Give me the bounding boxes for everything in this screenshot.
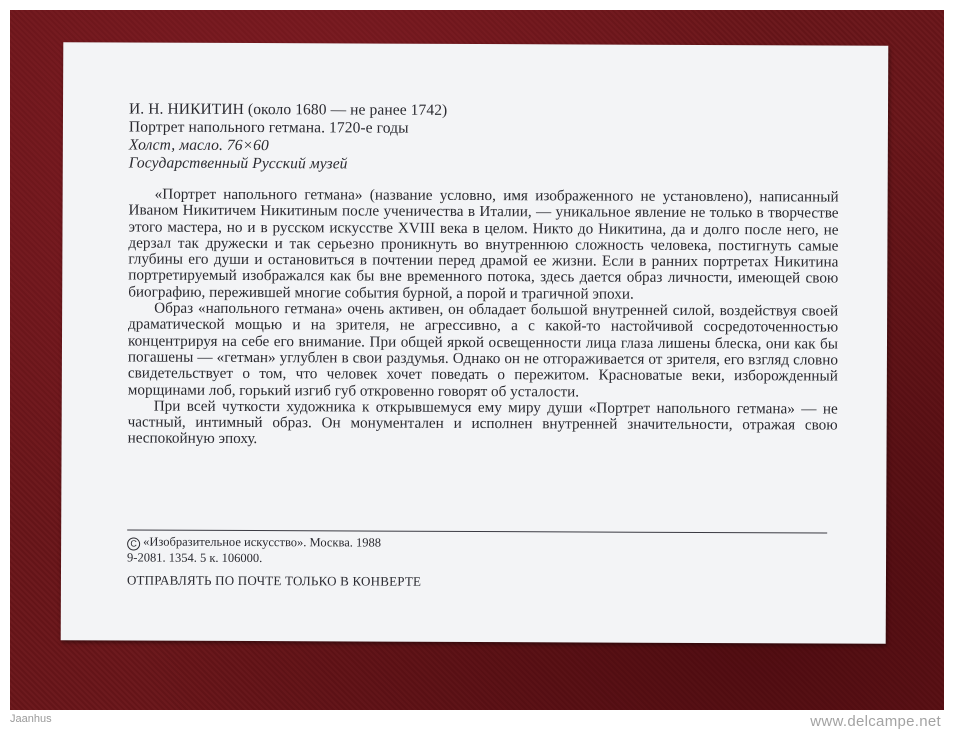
artwork-medium: Холст, масло. 76×60	[128, 136, 269, 155]
copyright-icon: C	[127, 537, 140, 550]
imprint	[127, 534, 381, 566]
publisher: «Изобразительное искусство». Москва. 1988	[143, 534, 382, 550]
description-paragraph-2: Образ «напольного гетмана» очень активен, он обладает большой внутренней силой, воздействуя своей драматической мощью и на зрителя, не агрессивно, а с какой-то настойчивой сосредоточенностью концентрируя на себе его внимание. При общей яркой освещенности лица глаза лишены блеска, они как бы погашены — «гетман» углублен в свои раздумья. Однако он не отгораживается от зрителя, его взгляд словно свидетельствует о том, что человек хочет поведать о пережитом. Красноватые веки, изборожденный морщинами лоб, горький изгиб губ откровенно говорят об усталости.	[127, 299, 839, 401]
description	[128, 186, 839, 450]
description-paragraph-3: При всей чуткости художника к открывшемуся ему миру души «Портрет напольного гетмана» — не частный, интимный образ. Он монументален и исполнен внутренней значительности, отражая свою неспокойную эпоху.	[127, 397, 838, 448]
divider-line	[127, 529, 827, 533]
mail-note: ОТПРАВЛЯТЬ ПО ПОЧТЕ ТОЛЬКО В КОНВЕРТЕ	[126, 572, 422, 589]
description-paragraph-1: «Портрет напольного гетмана» (название условно, имя изображенного не установлено), написанный Иваном Никитичем Никитиным после ученичества в Италии, — уникальное явление не только в творчестве этого мастера, но и в русском искусстве XVIII века в целом. Никто до Никитина, да и долго после него, не дерзал так дружески и так серьезно проникнуть во внутреннюю сложность человека, постигнуть самые глубины его души и остановиться в почтении перед драмой ее жизни. Если в ранних портретах Никитина портретируемый изображался как бы вне временного потока, здесь дается образ личности, имеющей свою биографию, пережившей многие события бурной, а порой и трагичной эпохи.	[128, 185, 839, 303]
museum-name: Государственный Русский музей	[128, 154, 348, 173]
publisher-line	[127, 534, 381, 551]
postcard	[61, 42, 889, 644]
author-line: И. Н. НИКИТИН (около 1680 — не ранее 1742)	[128, 100, 448, 119]
watermark-right: www.delcampe.net	[810, 713, 941, 730]
watermark-left: Jaanhus	[10, 713, 52, 725]
postcard-text-block	[128, 100, 840, 450]
print-info: 9-2081. 1354. 5 к. 106000.	[127, 550, 263, 566]
artwork-title: Портрет напольного гетмана. 1720-е годы	[128, 118, 409, 137]
